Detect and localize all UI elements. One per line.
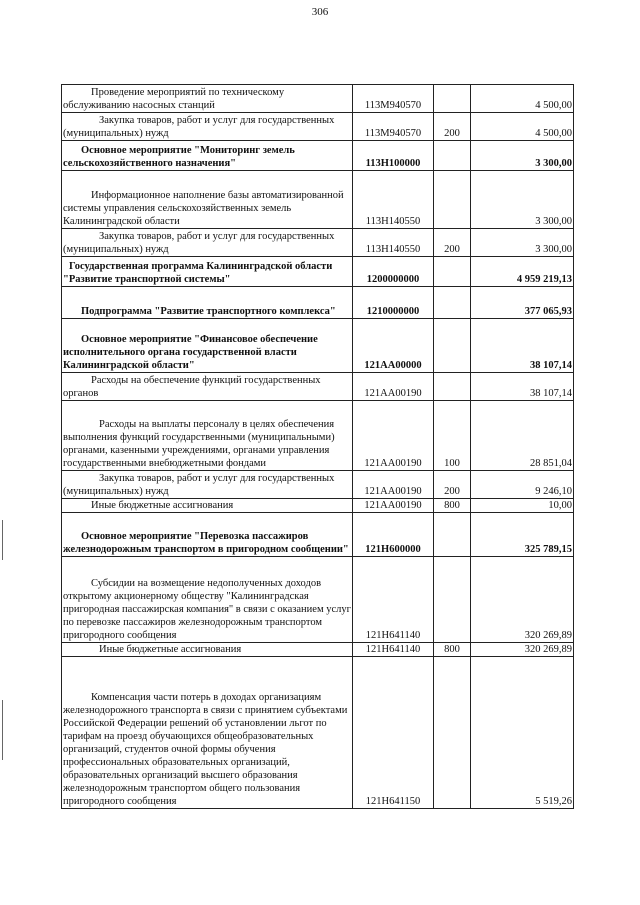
- row-sum: 3 300,00: [471, 171, 574, 229]
- row-name: Проведение мероприятий по техническому обслуживанию насосных станций: [62, 85, 353, 113]
- row-code: 113Н140550: [353, 229, 434, 257]
- table-row: [62, 513, 574, 557]
- table-row: [62, 229, 574, 257]
- table-row: [62, 373, 574, 401]
- table-row: [62, 657, 574, 809]
- scan-edge-mark: [2, 700, 3, 760]
- table-row: [62, 257, 574, 287]
- table-row: [62, 499, 574, 513]
- row-code: 121Н600000: [353, 513, 434, 557]
- row-expense-type: [434, 557, 471, 643]
- row-name: Основное мероприятие "Мониторинг земель сельскохозяйственного назначения": [62, 141, 353, 171]
- row-code: 1200000000: [353, 257, 434, 287]
- row-sum: 38 107,14: [471, 319, 574, 373]
- row-expense-type: [434, 513, 471, 557]
- row-expense-type: 200: [434, 229, 471, 257]
- table-row: [62, 287, 574, 319]
- row-sum: 38 107,14: [471, 373, 574, 401]
- table-row: [62, 471, 574, 499]
- row-sum: 3 300,00: [471, 141, 574, 171]
- row-name: Основное мероприятие "Перевозка пассажиров железнодорожным транспортом в пригородном сообщении": [62, 513, 353, 557]
- row-sum: 377 065,93: [471, 287, 574, 319]
- row-expense-type: 800: [434, 643, 471, 657]
- row-code: 121Н641140: [353, 557, 434, 643]
- row-sum: 4 500,00: [471, 113, 574, 141]
- row-expense-type: [434, 85, 471, 113]
- row-expense-type: [434, 657, 471, 809]
- row-code: 121Н641140: [353, 643, 434, 657]
- row-expense-type: 200: [434, 113, 471, 141]
- table-row: [62, 141, 574, 171]
- row-sum: 4 500,00: [471, 85, 574, 113]
- row-code: 121AA00190: [353, 373, 434, 401]
- row-code: 121AA00000: [353, 319, 434, 373]
- table-row: [62, 643, 574, 657]
- table-row: [62, 557, 574, 643]
- row-code: 113Н140550: [353, 171, 434, 229]
- row-expense-type: [434, 171, 471, 229]
- row-code: 113Н100000: [353, 141, 434, 171]
- row-name: Субсидии на возмещение недополученных доходов открытому акционерному обществу "Калининградская пригородная пассажирская компания" в связи с оказанием услуг по перевозке пассажиров железнодорожным транспортом пригородного сообщения: [62, 557, 353, 643]
- row-name: Информационное наполнение базы автоматизированной системы управления сельскохозяйственных земель Калининградской области: [62, 171, 353, 229]
- row-expense-type: 100: [434, 401, 471, 471]
- row-code: 113M940570: [353, 85, 434, 113]
- table-row: [62, 319, 574, 373]
- row-sum: 325 789,15: [471, 513, 574, 557]
- scan-edge-mark: [2, 520, 3, 560]
- table-row: [62, 171, 574, 229]
- row-code: 121AA00190: [353, 499, 434, 513]
- row-name: Расходы на выплаты персоналу в целях обеспечения выполнения функций государственными (муниципальными) органами, казенными учреждениями, органами управления государственными внебюджетными фондами: [62, 401, 353, 471]
- row-name: Расходы на обеспечение функций государственных органов: [62, 373, 353, 401]
- row-sum: 9 246,10: [471, 471, 574, 499]
- row-name: Государственная программа Калининградской области "Развитие транспортной системы": [62, 257, 353, 287]
- row-name: Иные бюджетные ассигнования: [62, 499, 353, 513]
- row-code: 121Н641150: [353, 657, 434, 809]
- row-expense-type: 800: [434, 499, 471, 513]
- row-expense-type: [434, 141, 471, 171]
- row-expense-type: 200: [434, 471, 471, 499]
- row-code: 1210000000: [353, 287, 434, 319]
- row-code: 121AA00190: [353, 471, 434, 499]
- page-number: 306: [311, 6, 329, 18]
- row-expense-type: [434, 257, 471, 287]
- budget-table: [61, 84, 574, 809]
- table-row: [62, 401, 574, 471]
- table-row: [62, 85, 574, 113]
- row-name: Основное мероприятие "Финансовое обеспечение исполнительного органа государственной власти Калининградской области": [62, 319, 353, 373]
- row-expense-type: [434, 319, 471, 373]
- row-sum: 4 959 219,13: [471, 257, 574, 287]
- row-expense-type: [434, 287, 471, 319]
- row-name: Закупка товаров, работ и услуг для государственных (муниципальных) нужд: [62, 113, 353, 141]
- table-row: [62, 113, 574, 141]
- row-sum: 320 269,89: [471, 643, 574, 657]
- row-sum: 3 300,00: [471, 229, 574, 257]
- row-name: Подпрограмма "Развитие транспортного комплекса": [62, 287, 353, 319]
- row-code: 121AA00190: [353, 401, 434, 471]
- row-sum: 10,00: [471, 499, 574, 513]
- row-sum: 320 269,89: [471, 557, 574, 643]
- row-name: Закупка товаров, работ и услуг для государственных (муниципальных) нужд: [62, 229, 353, 257]
- row-name: Иные бюджетные ассигнования: [62, 643, 353, 657]
- row-expense-type: [434, 373, 471, 401]
- row-sum: 5 519,26: [471, 657, 574, 809]
- row-name: Закупка товаров, работ и услуг для государственных (муниципальных) нужд: [62, 471, 353, 499]
- row-sum: 28 851,04: [471, 401, 574, 471]
- row-code: 113M940570: [353, 113, 434, 141]
- row-name: Компенсация части потерь в доходах организациям железнодорожного транспорта в связи с принятием субъектами Российской Федерации решений об установлении льгот по тарифам на проезд обучающихся общеобразовательных организаций, студентов очной формы обучения профессиональных образовательных организаций, образовательных организаций высшего образования железнодорожным транспортом общего пользования пригородного сообщения: [62, 657, 353, 809]
